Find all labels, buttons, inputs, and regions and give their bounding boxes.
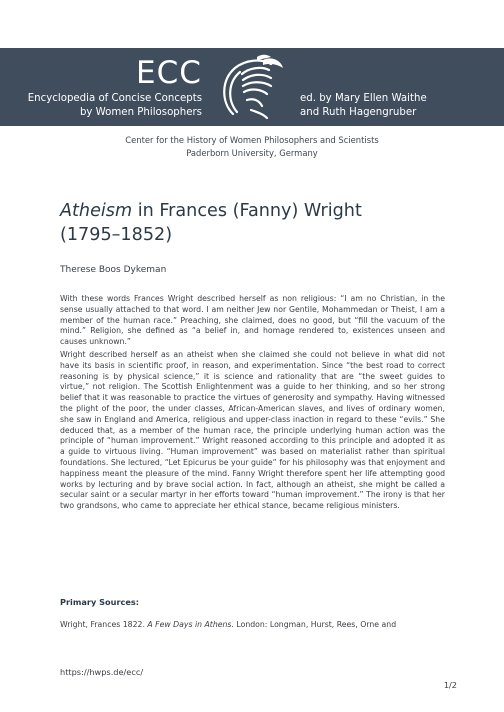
footer-url-link[interactable]: https://hwps.de/ecc/ (60, 667, 144, 677)
institution-line1: Center for the History of Women Philosophers and Scientists (125, 135, 379, 145)
ecc-subtitle-line2: by Women Philosophers (79, 107, 202, 118)
article-title (60, 199, 460, 247)
article-title-years: (1795–1852) (60, 225, 173, 245)
primary-source-entry (60, 619, 450, 630)
profile-head-with-laurel-icon (213, 54, 289, 122)
ecc-subtitle (28, 92, 202, 120)
institution-line2: Paderborn University, Germany (186, 148, 318, 158)
article-title-rest: in Frances (Fanny) Wright (132, 201, 362, 221)
source-entry-title: A Few Days in Athens. (147, 620, 234, 629)
ecc-logo-text: ECC (136, 55, 202, 91)
article-title-italic: Atheism (60, 201, 133, 221)
ecc-subtitle-line1: Encyclopedia of Concise Concepts (27, 93, 202, 104)
source-entry-prefix: Wright, Frances 1822. (60, 620, 148, 629)
article-body (60, 294, 445, 512)
editors-credit (300, 92, 427, 120)
source-entry-suffix: London: Longman, Hurst, Rees, Orne and (233, 620, 397, 629)
body-paragraph-2: Wright described herself as an atheist when she claimed she could not believe in what did not have its basis in scientific proof, in reason, and experimentation. Since “the best road to correct reasoning is by physical science,” it is science and rationality that are “the sweet guides to virtue,” not religion. The Scottish Enlightenment was a guide to her thinking, and so her strong belief that it was reasonable to practice the virtues of generosity and sympathy. Having witnessed the plight of the poor, the under classes, African-American slaves, and lives of ordinary women, she saw in England and America, religious and upper-class inaction in regard to these “evils.” She deduced that, as a member of the human race, the principle underlying human action was the principle of “human improvement.” Wright reasoned according to this principle and adopted it as a guide to virtuous living. “Human improvement” was based on materialist rather than spiritual foundations. She lectured, “Let Epicurus be your guide” for his philosophy was that enjoyment and happiness meant the pleasure of the mind. Fanny Wright therefore spent her life attempting good works by lecturing and by brave social action. In fact, although an atheist, she might be called a secular saint or a secular martyr in her efforts toward “human improvement.” The irony is that her two grandsons, who came to appreciate her ethical stance, became religious ministers. (60, 349, 445, 511)
body-paragraph-1: With these words Frances Wright described herself as non religious: “I am no Christian, in the sense usually attached to that word. I am neither Jew nor Gentile, Mohammedan or Theist, I am a member of the human race.” Preaching, she claimed, does no good, but “fill the vacuum of the mind.” Religion, she defined as “a belief in, and homage rendered to, existences unseen and causes unknown.” (60, 294, 445, 347)
article-author: Therese Boos Dykeman (60, 265, 167, 275)
header-banner (0, 48, 504, 126)
institution-info (0, 134, 504, 160)
primary-sources-heading: Primary Sources: (60, 597, 140, 607)
editors-line1: ed. by Mary Ellen Waithe (300, 93, 427, 104)
page-number: 1/2 (443, 680, 457, 690)
editors-line2: and Ruth Hagengruber (300, 107, 417, 118)
